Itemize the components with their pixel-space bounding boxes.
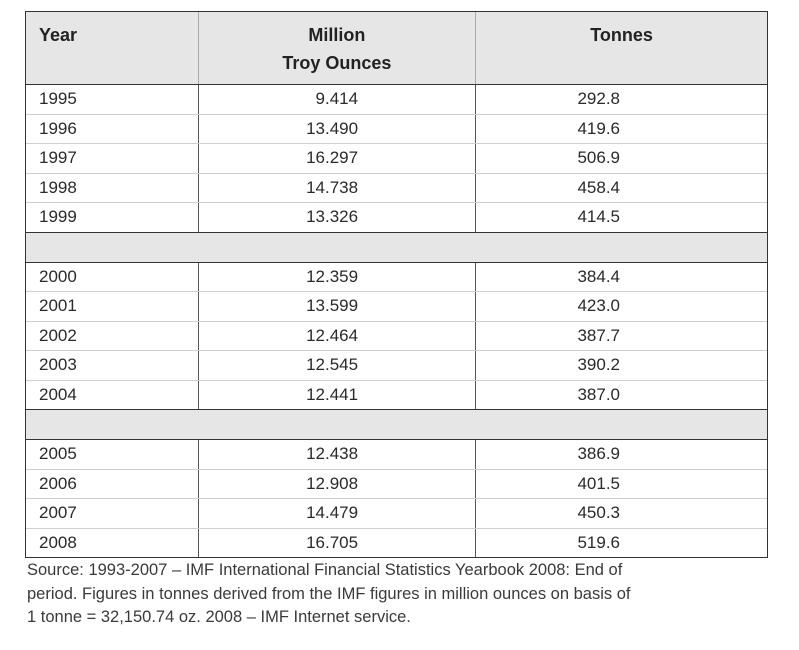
cell-year: 2000 <box>26 262 198 292</box>
cell-tonnes: 519.6 <box>577 532 620 552</box>
cell-year: 1998 <box>26 173 198 203</box>
cell-million-ounces: 12.359 <box>198 262 475 292</box>
header-year: Year <box>26 12 198 85</box>
cell-tonnes: 387.7 <box>476 321 767 351</box>
cell-million-ounces: 13.326 <box>198 203 475 233</box>
cell-year: 2001 <box>26 292 198 322</box>
cell-million-ounces: 12.908 <box>198 469 475 499</box>
table-row <box>26 292 767 322</box>
table-row <box>26 144 767 174</box>
cell-tonnes: 458.4 <box>476 173 767 203</box>
header-million-line2: Troy Ounces <box>282 53 392 73</box>
cell-tonnes: 292.8 <box>476 85 767 115</box>
cell-year: 1995 <box>26 85 198 115</box>
source-line-3: 1 tonne = 32,150.74 oz. 2008 – IMF Internet service. <box>27 608 411 626</box>
table-row <box>26 85 767 115</box>
cell-year: 1996 <box>26 114 198 144</box>
cell-million-ounces: 16.705 <box>198 528 475 557</box>
table-row <box>26 351 767 381</box>
cell-year: 2005 <box>26 440 198 470</box>
cell-tonnes: 384.4 <box>476 262 767 292</box>
cell-year: 2008 <box>39 532 77 552</box>
table-row <box>26 499 767 529</box>
table-row <box>26 469 767 499</box>
cell-year: 1999 <box>26 203 198 233</box>
cell-year: 2004 <box>26 380 198 410</box>
cell-million-ounces: 13.490 <box>198 114 475 144</box>
cell-tonnes: 419.6 <box>476 114 767 144</box>
table-header <box>26 12 767 85</box>
table-row <box>26 262 767 292</box>
cell-million-ounces: 16.297 <box>198 144 475 174</box>
cell-year: 2006 <box>26 469 198 499</box>
header-row <box>26 12 767 85</box>
table-row <box>26 173 767 203</box>
cell-tonnes: 387.0 <box>476 380 767 410</box>
cell-year: 1997 <box>26 144 198 174</box>
table-row <box>26 114 767 144</box>
cell-year: 2003 <box>26 351 198 381</box>
cell-million-ounces: 14.479 <box>198 499 475 529</box>
cell-tonnes: 423.0 <box>476 292 767 322</box>
cell-tonnes: 450.3 <box>476 499 767 529</box>
cell-million-ounces: 13.599 <box>198 292 475 322</box>
group-separator-cell <box>26 410 767 440</box>
cell-tonnes: 506.9 <box>476 144 767 174</box>
cell-tonnes: 401.5 <box>476 469 767 499</box>
gold-reserves-table-container <box>25 11 768 558</box>
source-note <box>27 559 777 630</box>
cell-tonnes: 414.5 <box>476 203 767 233</box>
cell-million-ounces: 12.438 <box>198 440 475 470</box>
group-separator-row <box>26 410 767 440</box>
gold-reserves-table <box>26 12 767 557</box>
cell-million-ounces: 14.738 <box>198 173 475 203</box>
cell-million-ounces: 12.464 <box>198 321 475 351</box>
cell-year: 2007 <box>26 499 198 529</box>
cell-tonnes: 386.9 <box>476 440 767 470</box>
source-line-2: period. Figures in tonnes derived from the IMF figures in million ounces on basis of <box>27 584 631 603</box>
group-separator-row <box>26 232 767 262</box>
header-tonnes: Tonnes <box>476 12 767 85</box>
table-row <box>26 528 767 557</box>
cell-year: 2002 <box>26 321 198 351</box>
source-line-1: Source: 1993-2007 – IMF International Financial Statistics Yearbook 2008: End of <box>27 561 623 579</box>
table-body <box>26 85 767 558</box>
group-separator-cell <box>26 232 767 262</box>
cell-million-ounces: 9.414 <box>198 85 475 115</box>
cell-million-ounces: 12.441 <box>198 380 475 410</box>
header-million-troy-ounces <box>198 12 475 85</box>
table-row <box>26 321 767 351</box>
cell-million-ounces: 12.545 <box>198 351 475 381</box>
cell-tonnes: 390.2 <box>476 351 767 381</box>
header-million-line1: Million <box>308 25 366 45</box>
table-row <box>26 203 767 233</box>
table-row <box>26 380 767 410</box>
table-row <box>26 440 767 470</box>
